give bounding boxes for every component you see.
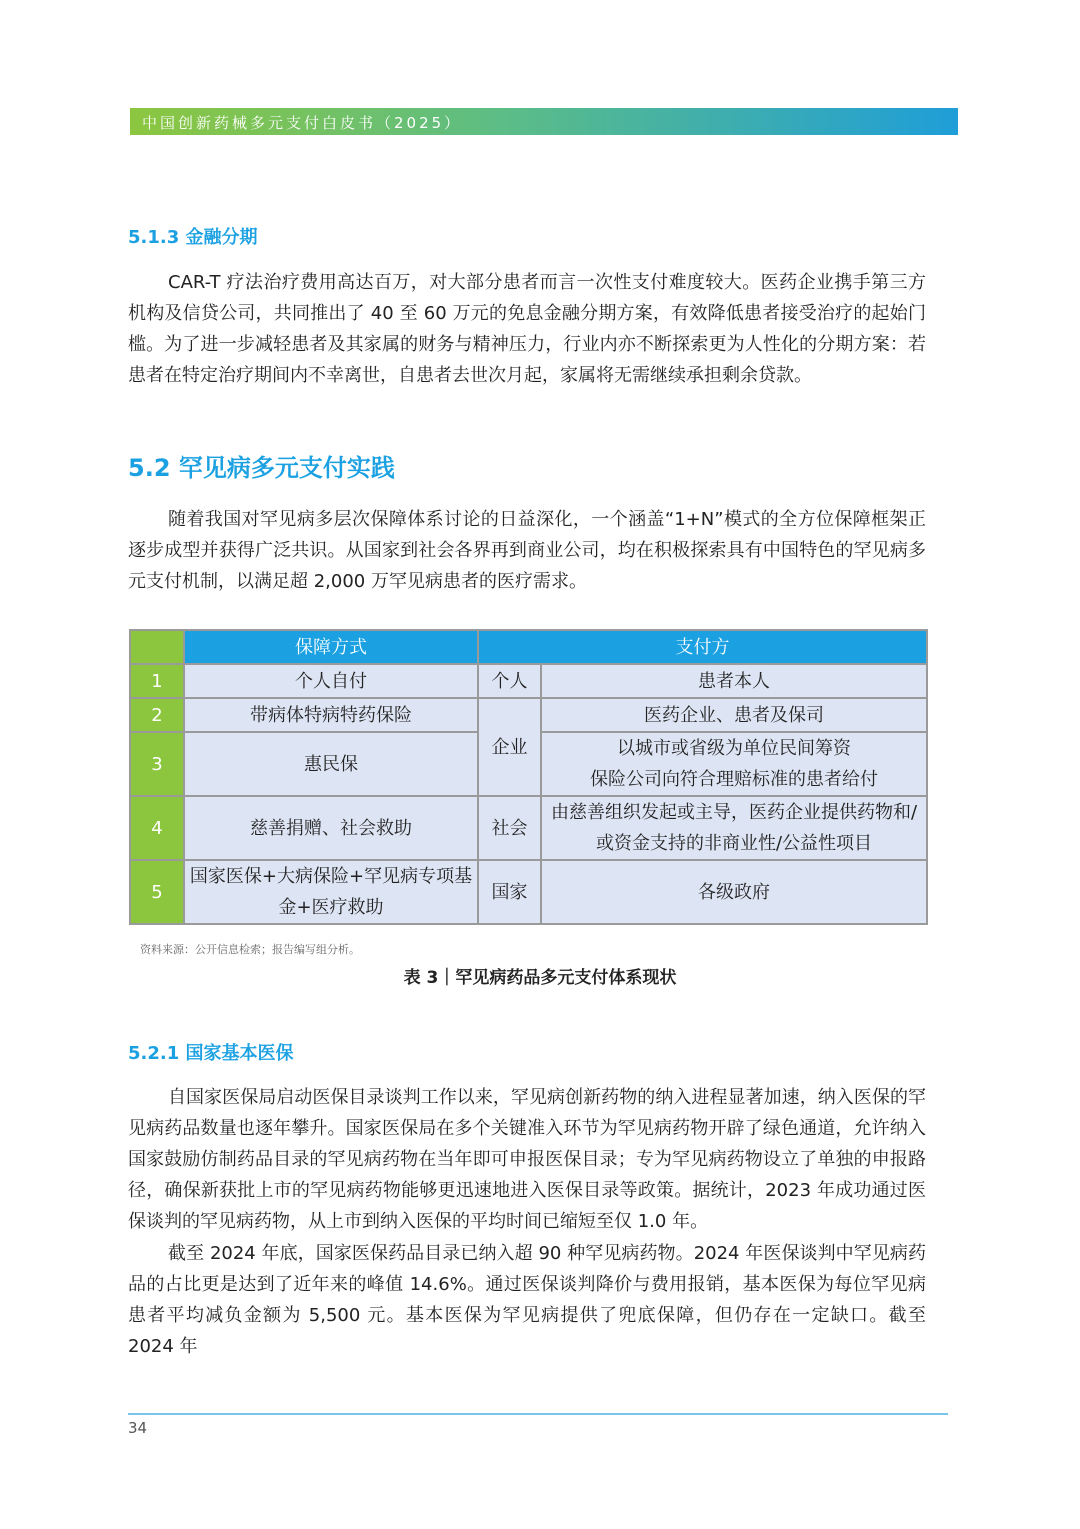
row-number: 5 xyxy=(130,860,184,924)
method-line: 国家医保+大病保险+罕见病专项基 xyxy=(189,866,473,887)
method-cell xyxy=(184,860,478,924)
payer-group-cell: 社会 xyxy=(478,796,541,860)
footer-divider xyxy=(128,1413,948,1415)
method-cell: 慈善捐赠、社会救助 xyxy=(184,796,478,860)
header-blank-cell xyxy=(130,630,184,664)
row-number: 3 xyxy=(130,732,184,796)
paragraph-national-insurance-2: 截至 2024 年底，国家医保药品目录已纳入超 90 种罕见病药物。2024 年医保谈判中罕见病药品的占比更是达到了近年来的峰值 14.6%。通过医保谈判降价与费用报销，基本医保为每位罕见病患者平均减负金额为 5,500 元。基本医保为罕见病提供了兜底保障，但仍存在一定缺口。截至 2024 年 xyxy=(128,1243,926,1357)
payer-cell xyxy=(541,796,927,860)
heading-5-2-1: 5.2.1 国家基本医保 xyxy=(128,1043,294,1064)
table-row xyxy=(130,860,927,924)
header-payer: 支付方 xyxy=(478,630,927,664)
table-row xyxy=(130,698,927,732)
table-header-row xyxy=(130,630,927,664)
payer-line: 以城市或省级为单位民间筹资 xyxy=(617,738,851,759)
table-row xyxy=(130,796,927,860)
method-cell: 惠民保 xyxy=(184,732,478,796)
method-cell: 带病体特病特药保险 xyxy=(184,698,478,732)
table-caption: 表 3｜罕见病药品多元支付体系现状 xyxy=(403,968,677,988)
heading-5-1-3: 5.1.3 金融分期 xyxy=(128,227,258,248)
payer-cell: 医药企业、患者及保司 xyxy=(541,698,927,732)
header-band xyxy=(130,108,958,135)
payment-system-table xyxy=(129,629,928,925)
payer-line: 由慈善组织发起或主导，医药企业提供药物和/ xyxy=(550,802,918,823)
table-row xyxy=(130,664,927,698)
payer-cell: 患者本人 xyxy=(541,664,927,698)
payer-line: 或资金支持的非商业性/公益性项目 xyxy=(595,833,873,854)
payer-group-cell: 个人 xyxy=(478,664,541,698)
row-number: 1 xyxy=(130,664,184,698)
row-number: 4 xyxy=(130,796,184,860)
page-number: 34 xyxy=(128,1419,148,1437)
heading-5-2: 5.2 罕见病多元支付实践 xyxy=(128,454,395,482)
payer-cell xyxy=(541,732,927,796)
row-number: 2 xyxy=(130,698,184,732)
payer-group-cell: 国家 xyxy=(478,860,541,924)
payer-cell: 各级政府 xyxy=(541,860,927,924)
paragraph-national-insurance-1: 自国家医保局启动医保目录谈判工作以来，罕见病创新药物的纳入进程显著加速，纳入医保的罕见病药品数量也逐年攀升。国家医保局在多个关键准入环节为罕见病药物开辟了绿色通道，允许纳入国家鼓励仿制药品目录的罕见病药物在当年即可申报医保目录；专为罕见病药物设立了单独的申报路径，确保新获批上市的罕见病药物能够更迅速地进入医保目录等政策。据统计，2023 年成功通过医保谈判的罕见病药物，从上市到纳入医保的平均时间已缩短至仅 1.0 年。 xyxy=(128,1087,926,1232)
header-title: 中国创新药械多元支付白皮书（2025） xyxy=(142,114,463,132)
paragraph-financial-installment: CAR-T 疗法治疗费用高达百万，对大部分患者而言一次性支付难度较大。医药企业携手第三方机构及信贷公司，共同推出了 40 至 60 万元的免息金融分期方案，有效降低患者接受治疗的起始门槛。为了进一步减轻患者及其家属的财务与精神压力，行业内亦不断探索更为人性化的分期方案：若患者在特定治疗期间内不幸离世，自患者去世次月起，家属将无需继续承担剩余贷款。 xyxy=(128,272,926,386)
payer-group-cell: 企业 xyxy=(478,698,541,796)
table-source-note: 资料来源：公开信息检索；报告编写组分析。 xyxy=(140,943,360,956)
paragraph-rare-disease-intro: 随着我国对罕见病多层次保障体系讨论的日益深化，一个涵盖“1+N”模式的全方位保障框架正逐步成型并获得广泛共识。从国家到社会各界再到商业公司，均在积极探索具有中国特色的罕见病多元支付机制，以满足超 2,000 万罕见病患者的医疗需求。 xyxy=(128,509,926,592)
method-cell: 个人自付 xyxy=(184,664,478,698)
method-line: 金+医疗救助 xyxy=(278,897,384,918)
header-method: 保障方式 xyxy=(184,630,478,664)
payer-line: 保险公司向符合理赔标准的患者给付 xyxy=(590,769,878,790)
